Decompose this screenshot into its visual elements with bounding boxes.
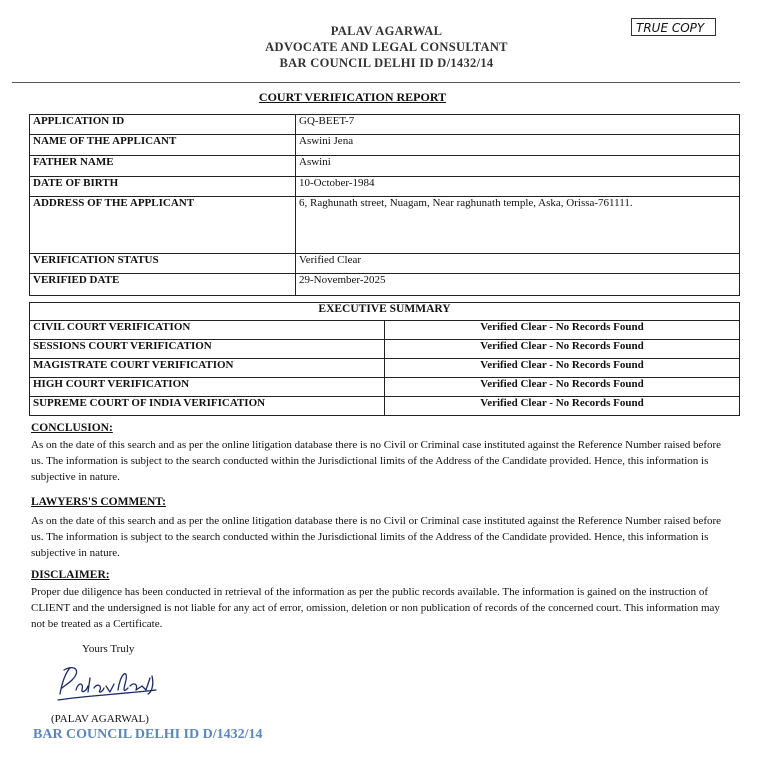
detail-value: 10-October-1984 (296, 177, 740, 197)
summary-value: Verified Clear - No Records Found (385, 378, 740, 397)
summary-label: SUPREME COURT OF INDIA VERIFICATION (30, 397, 385, 416)
table-row (30, 115, 740, 135)
advocate-name: PALAV AGARWAL (330, 24, 443, 38)
applicant-details-table (29, 114, 740, 296)
detail-value: Aswini Jena (296, 135, 740, 156)
table-row (30, 197, 740, 254)
advocate-role: ADVOCATE AND LEGAL CONSULTANT (265, 40, 508, 54)
header-divider (12, 82, 740, 83)
table-row (30, 321, 740, 340)
table-row (30, 274, 740, 296)
table-row (30, 378, 740, 397)
detail-label: VERIFIED DATE (30, 274, 296, 296)
summary-value: Verified Clear - No Records Found (385, 359, 740, 378)
closing-text: Yours Truly (82, 643, 135, 655)
true-copy-stamp: TRUE COPY (631, 18, 716, 36)
detail-label: ADDRESS OF THE APPLICANT (30, 197, 296, 254)
summary-label: SESSIONS COURT VERIFICATION (30, 340, 385, 359)
executive-summary-table (29, 302, 740, 416)
table-row (30, 397, 740, 416)
advocate-bar-id: BAR COUNCIL DELHI ID D/1432/14 (279, 56, 494, 70)
detail-label: FATHER NAME (30, 156, 296, 177)
detail-value: Aswini (296, 156, 740, 177)
summary-value: Verified Clear - No Records Found (385, 340, 740, 359)
summary-label: HIGH COURT VERIFICATION (30, 378, 385, 397)
table-row (30, 177, 740, 197)
disclaimer-text: Proper due diligence has been conducted in retrieval of the information as per the public records available. The information is gained on the instruction of CLIENT and the undersigned is not liable for any act of error, omission, deletion or non publication of records of the concerned court. This information may not be treated as a Certificate. (31, 586, 720, 630)
signature-image (52, 660, 162, 706)
table-row (30, 135, 740, 156)
summary-label: CIVIL COURT VERIFICATION (30, 321, 385, 340)
conclusion-heading: CONCLUSION: (31, 422, 113, 434)
summary-value: Verified Clear - No Records Found (385, 397, 740, 416)
summary-header-row (30, 303, 740, 321)
table-row (30, 156, 740, 177)
bar-council-id: BAR COUNCIL DELHI ID D/1432/14 (33, 727, 263, 742)
disclaimer-heading: DISCLAIMER: (31, 569, 110, 581)
report-title: COURT VERIFICATION REPORT (258, 90, 447, 104)
detail-value: GQ-BEET-7 (296, 115, 740, 135)
table-row (30, 359, 740, 378)
detail-label: APPLICATION ID (30, 115, 296, 135)
summary-value: Verified Clear - No Records Found (385, 321, 740, 340)
detail-label: VERIFICATION STATUS (30, 254, 296, 274)
conclusion-text: As on the date of this search and as per the online litigation database there is no Civil or Criminal case instituted against the Reference Number raised before us. The information is subject to the search conducted within the Jurisdictional limits of the Address of the Candidate provided. Hence, this information is subjective in nature. (31, 439, 722, 483)
table-row (30, 340, 740, 359)
detail-value: 29-November-2025 (296, 274, 740, 296)
signatory-name: (PALAV AGARWAL) (51, 713, 149, 725)
lawyers-comment-heading: LAWYERS'S COMMENT: (31, 496, 166, 508)
detail-label: NAME OF THE APPLICANT (30, 135, 296, 156)
summary-label: MAGISTRATE COURT VERIFICATION (30, 359, 385, 378)
detail-label: DATE OF BIRTH (30, 177, 296, 197)
table-row (30, 254, 740, 274)
executive-summary-title: EXECUTIVE SUMMARY (30, 303, 740, 321)
detail-value: 6, Raghunath street, Nuagam, Near raghunath temple, Aska, Orissa-761111. (296, 197, 740, 254)
lawyers-comment-text: As on the date of this search and as per the online litigation database there is no Civil or Criminal case instituted against the Reference Number raised before us. The information is subject to the search conducted within the Jurisdictional limits of the Address of the Candidate provided. Hence, this information is subjective in nature. (31, 515, 722, 559)
detail-value: Verified Clear (296, 254, 740, 274)
